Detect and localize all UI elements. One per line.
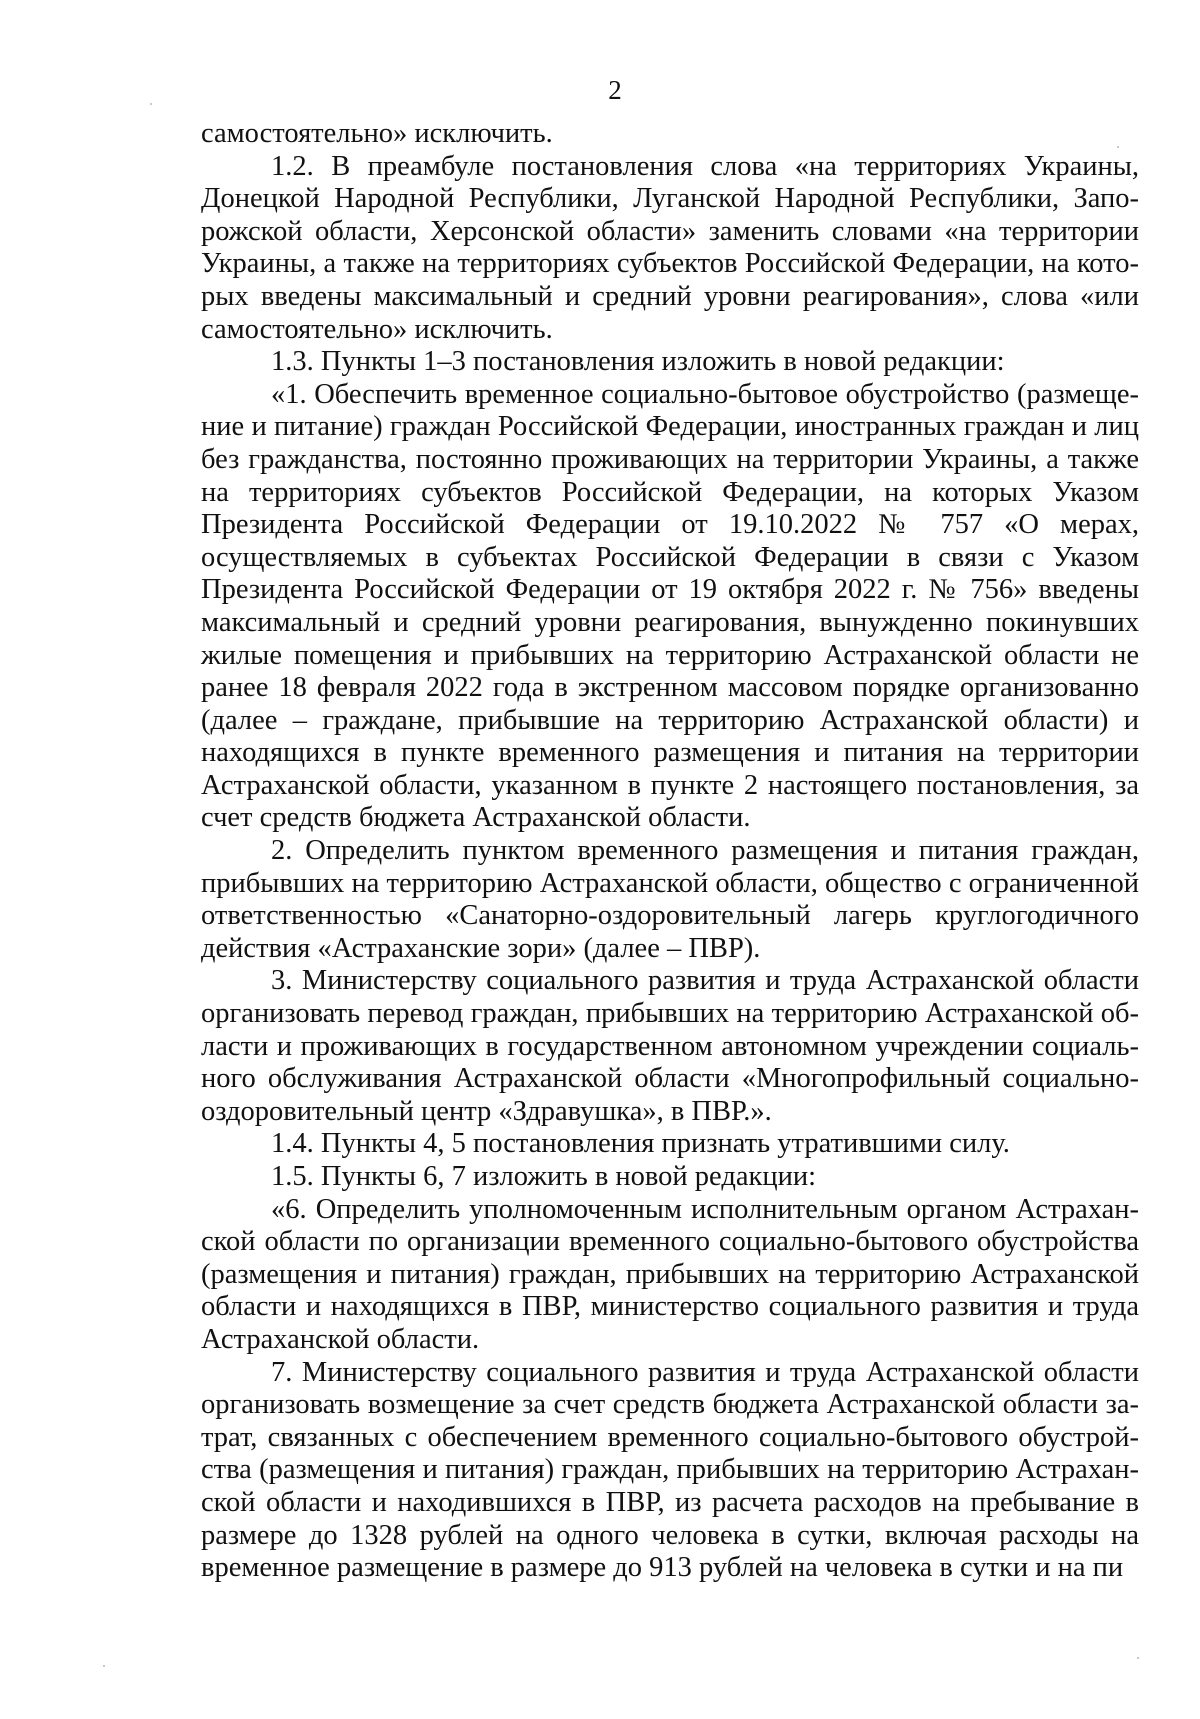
paragraph-item-6: «6. Определить уполномоченным исполнительным органом Астраханской области по организации временного социально-бытового обустройства (размещения и питания) граждан, прибывших на территорию Астраханской области и находящихся в ПВР, министерство социального развития и труда Астраханской области. — [201, 1193, 1139, 1355]
paragraph-1-5: 1.5. Пункты 6, 7 изложить в новой редакции: — [271, 1161, 816, 1192]
paragraph-1-3: 1.3. Пункты 1–3 постановления изложить в новой редакции: — [271, 346, 1005, 378]
page-number: 2 — [608, 75, 622, 105]
paragraph-1-4: 1.4. Пункты 4, 5 постановления признать утратившими силу. — [271, 1128, 1010, 1160]
scan-speck — [1117, 146, 1119, 148]
paragraph-item-2: 2. Определить пунктом временного размещения и питания граждан, прибывших на территорию Астраханской области, общество с ограниченной ответственностью «Санаторно-оздоровительный лагерь круглогодичного действия «Астраханские зори» (далее – ПВР). — [201, 835, 1139, 964]
scan-speck — [1137, 1657, 1139, 1659]
paragraph-item-1: «1. Обеспечить временное социально-бытовое обустройство (размещение и питание) граждан Российской Федерации, иностранных граждан и лиц без гражданства, постоянно проживающих на территории Украины, а также на территориях субъектов Российской Федерации, на которых Указом Президента Российской Федерации от 19.10.2022 № 757 «О мерах, осуществляемых в субъектах Российской Федерации в связи с Указом Президента Российской Федерации от 19 октября 2022 г. № 756» введены максимальный и средний уровни реагирования, вынужденно покинувших жилые помещения и прибывших на территорию Астраханской области не ранее 18 февраля 2022 года в экстренном массовом порядке организованно (далее – граждане, прибывшие на территорию Астраханской области) и находящихся в пункте временного размещения и питания на территории Астраханской области, указанном в пункте 2 настоящего постановления, за счет средств бюджета Астраханской области. — [201, 378, 1139, 834]
document-body — [201, 118, 1139, 1585]
paragraph-item-7: 7. Министерству социального развития и труда Астраханской области организовать возмещение за счет средств бюджета Астраханской области затрат, связанных с обеспечением временного социально-бытового обустройства (размещения и питания) граждан, прибывших на территорию Астраханской области и находившихся в ПВР, из расчета расходов на пребывание в размере до 1328 рублей на одного человека в сутки, включая расходы на временное размещение в размере до 913 рублей на человека в сутки и на пи — [201, 1356, 1139, 1584]
scan-speck — [103, 1665, 105, 1667]
scan-speck — [150, 103, 152, 105]
paragraph-continuation: самостоятельно» исключить. — [201, 118, 553, 149]
paragraph-item-3: 3. Министерству социального развития и труда Астраханской области организовать перевод граждан, прибывших на территорию Астраханской области и проживающих в государственном автономном учреждении социального обслуживания Астраханской области «Многопрофильный социально-оздоровительный центр «Здравушка», в ПВР.». — [201, 965, 1139, 1127]
paragraph-1-2: 1.2. В преамбуле постановления слова «на территориях Украины, Донецкой Народной Республики, Луганской Народной Республики, Запорожской области, Херсонской области» заменить словами «на территории Украины, а также на территориях субъектов Российской Федерации, на которых введены максимальный и средний уровни реагирования», слова «или самостоятельно» исключить. — [201, 150, 1139, 345]
